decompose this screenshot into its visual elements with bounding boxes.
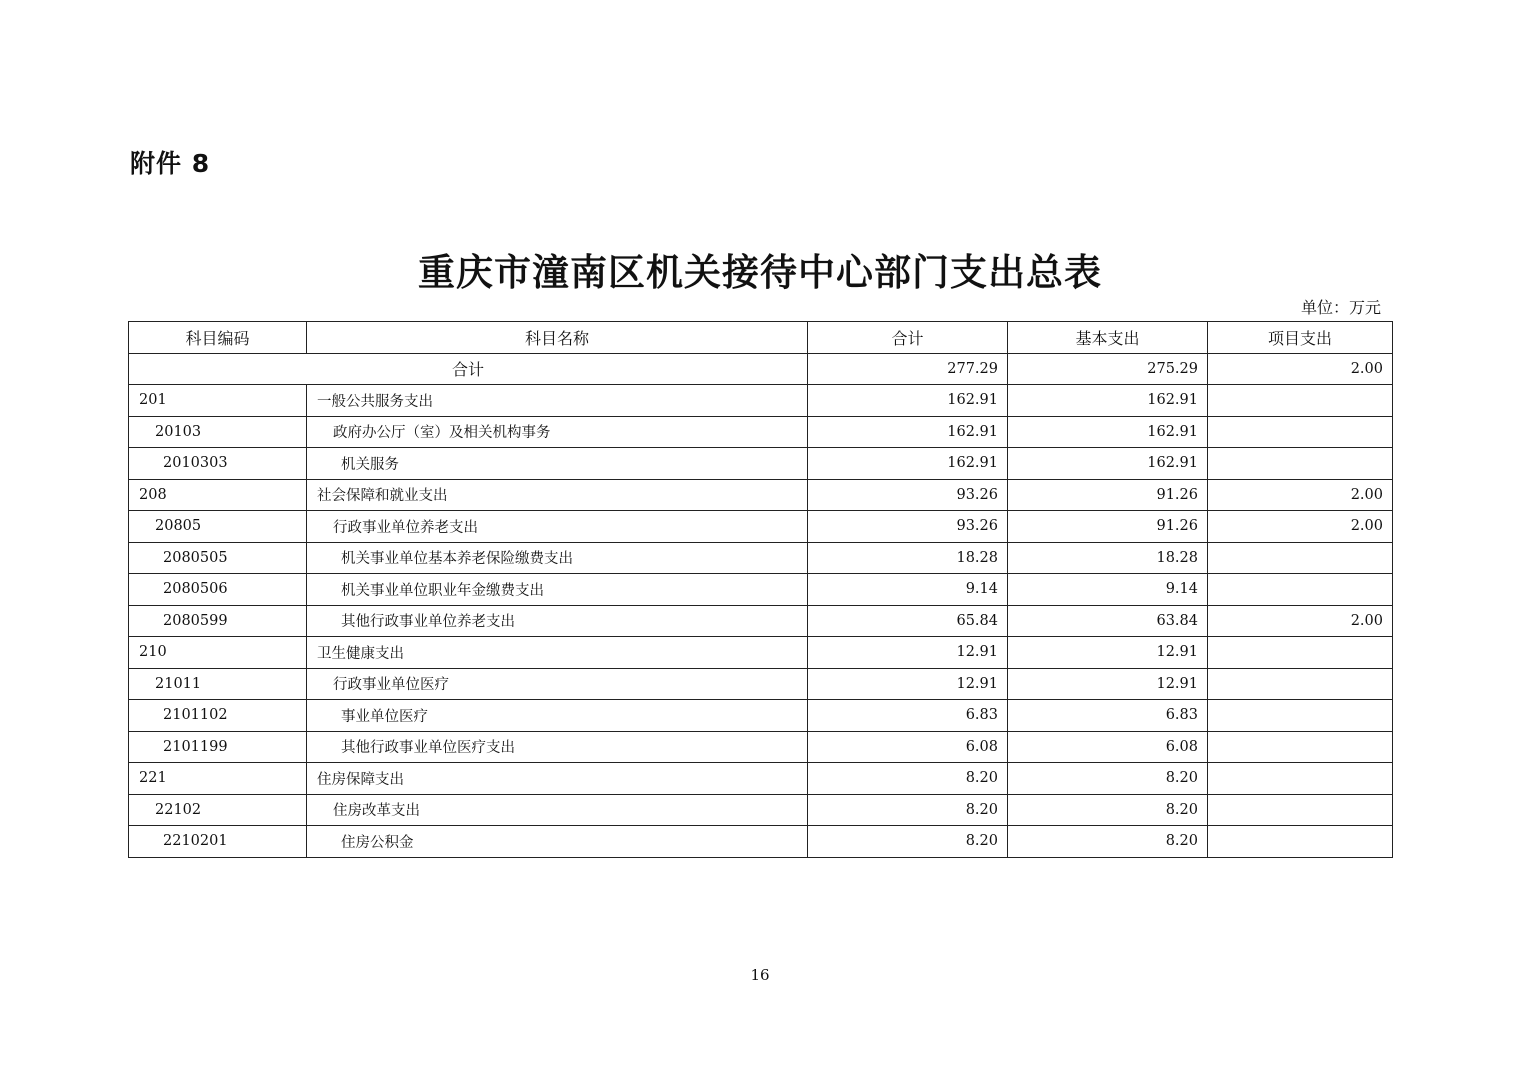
row-code: 2101102 [129, 700, 307, 732]
row-total: 162.91 [808, 416, 1008, 448]
table-row [129, 416, 1393, 448]
row-code: 21011 [129, 668, 307, 700]
row-basic: 162.91 [1008, 385, 1208, 417]
row-basic: 9.14 [1008, 574, 1208, 606]
row-name: 住房保障支出 [307, 763, 808, 795]
total-row-basic: 275.29 [1008, 353, 1208, 385]
row-basic: 91.26 [1008, 479, 1208, 511]
row-total: 65.84 [808, 605, 1008, 637]
row-code: 2210201 [129, 826, 307, 858]
table-row [129, 637, 1393, 669]
row-project [1208, 700, 1393, 732]
row-code: 221 [129, 763, 307, 795]
row-total: 18.28 [808, 542, 1008, 574]
row-name: 行政事业单位医疗 [307, 668, 808, 700]
row-basic: 91.26 [1008, 511, 1208, 543]
row-name: 机关服务 [307, 448, 808, 480]
row-total: 8.20 [808, 794, 1008, 826]
row-basic: 8.20 [1008, 794, 1208, 826]
row-total: 12.91 [808, 637, 1008, 669]
row-project [1208, 416, 1393, 448]
row-code: 208 [129, 479, 307, 511]
row-total: 8.20 [808, 763, 1008, 795]
row-name: 机关事业单位基本养老保险缴费支出 [307, 542, 808, 574]
table-row [129, 574, 1393, 606]
row-total: 6.08 [808, 731, 1008, 763]
row-basic: 12.91 [1008, 668, 1208, 700]
row-project: 2.00 [1208, 479, 1393, 511]
row-basic: 63.84 [1008, 605, 1208, 637]
row-project [1208, 826, 1393, 858]
row-basic: 6.83 [1008, 700, 1208, 732]
row-basic: 162.91 [1008, 448, 1208, 480]
table-row [129, 542, 1393, 574]
total-row-label: 合计 [129, 353, 808, 385]
row-total: 93.26 [808, 479, 1008, 511]
row-name: 一般公共服务支出 [307, 385, 808, 417]
header-total: 合计 [808, 322, 1008, 354]
row-name: 住房改革支出 [307, 794, 808, 826]
row-code: 20103 [129, 416, 307, 448]
header-code: 科目编码 [129, 322, 307, 354]
total-row-project: 2.00 [1208, 353, 1393, 385]
row-name: 政府办公厅（室）及相关机构事务 [307, 416, 808, 448]
row-code: 2010303 [129, 448, 307, 480]
document-title: 重庆市潼南区机关接待中心部门支出总表 [418, 251, 1102, 294]
row-code: 2101199 [129, 731, 307, 763]
expense-table [128, 321, 1393, 858]
table-row [129, 763, 1393, 795]
row-project [1208, 385, 1393, 417]
row-project: 2.00 [1208, 605, 1393, 637]
row-total: 8.20 [808, 826, 1008, 858]
row-name: 住房公积金 [307, 826, 808, 858]
attachment-label: 附件 8 [130, 149, 211, 178]
row-project [1208, 448, 1393, 480]
row-project [1208, 731, 1393, 763]
header-name: 科目名称 [307, 322, 808, 354]
row-name: 其他行政事业单位养老支出 [307, 605, 808, 637]
row-total: 93.26 [808, 511, 1008, 543]
row-project [1208, 637, 1393, 669]
table-header-row [129, 322, 1393, 354]
row-code: 2080505 [129, 542, 307, 574]
table-row [129, 511, 1393, 543]
header-project: 项目支出 [1208, 322, 1393, 354]
row-basic: 8.20 [1008, 763, 1208, 795]
table-row [129, 668, 1393, 700]
row-code: 201 [129, 385, 307, 417]
row-code: 2080506 [129, 574, 307, 606]
row-name: 机关事业单位职业年金缴费支出 [307, 574, 808, 606]
table-row [129, 731, 1393, 763]
row-code: 2080599 [129, 605, 307, 637]
row-project [1208, 794, 1393, 826]
row-total: 6.83 [808, 700, 1008, 732]
table-row [129, 605, 1393, 637]
row-total: 162.91 [808, 385, 1008, 417]
row-name: 社会保障和就业支出 [307, 479, 808, 511]
row-basic: 18.28 [1008, 542, 1208, 574]
row-total: 162.91 [808, 448, 1008, 480]
row-basic: 8.20 [1008, 826, 1208, 858]
row-project [1208, 668, 1393, 700]
row-name: 事业单位医疗 [307, 700, 808, 732]
row-project [1208, 542, 1393, 574]
row-project [1208, 574, 1393, 606]
table-row [129, 826, 1393, 858]
table-body [129, 353, 1393, 857]
table-row [129, 479, 1393, 511]
row-project: 2.00 [1208, 511, 1393, 543]
table-row [129, 385, 1393, 417]
row-total: 12.91 [808, 668, 1008, 700]
row-basic: 6.08 [1008, 731, 1208, 763]
row-name: 其他行政事业单位医疗支出 [307, 731, 808, 763]
row-basic: 162.91 [1008, 416, 1208, 448]
row-code: 22102 [129, 794, 307, 826]
table-row [129, 448, 1393, 480]
row-total: 9.14 [808, 574, 1008, 606]
row-name: 行政事业单位养老支出 [307, 511, 808, 543]
row-name: 卫生健康支出 [307, 637, 808, 669]
row-basic: 12.91 [1008, 637, 1208, 669]
total-row [129, 353, 1393, 385]
page-number: 16 [750, 966, 770, 984]
total-row-total: 277.29 [808, 353, 1008, 385]
table-row [129, 794, 1393, 826]
row-code: 210 [129, 637, 307, 669]
header-basic: 基本支出 [1008, 322, 1208, 354]
row-code: 20805 [129, 511, 307, 543]
table-row [129, 700, 1393, 732]
unit-label: 单位：万元 [1300, 298, 1381, 317]
row-project [1208, 763, 1393, 795]
